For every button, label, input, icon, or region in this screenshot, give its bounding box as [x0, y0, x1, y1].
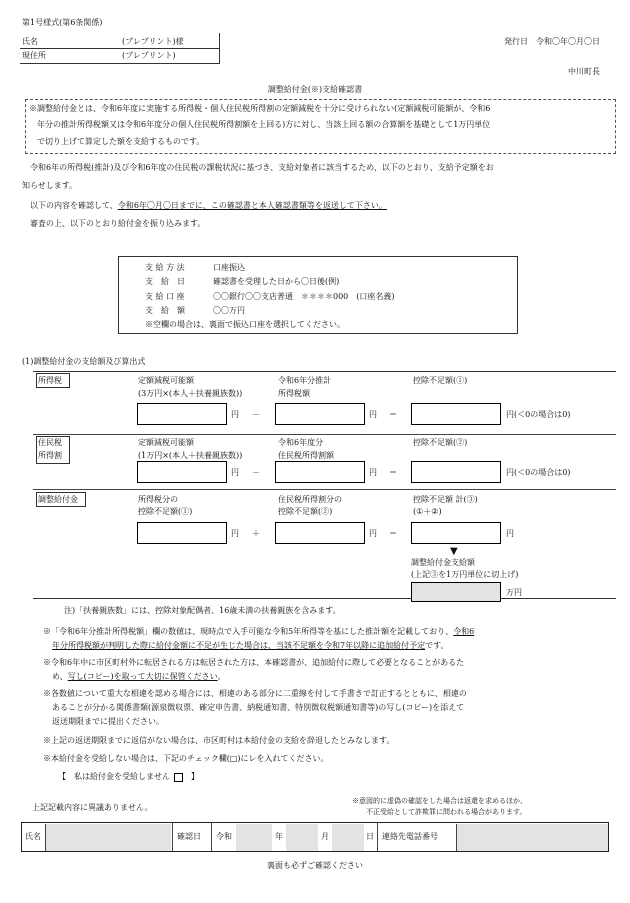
name-value: (プレプリント)様 — [122, 37, 184, 46]
plus-sign: ＋ — [252, 529, 260, 538]
adjustment-label: 調整給付金 — [38, 495, 78, 504]
payment-amount-label: 支 給 額 — [145, 306, 185, 315]
resident-tax-shortfall-note: 円(＜0の場合は0) — [506, 468, 571, 477]
page-title: 調整給付金(※)支給確認書 — [267, 85, 363, 94]
note-3-line-2: あることが分かる関係書類(源泉徴収票、確定申告書、納税通知書、特別徴収税額通知書等)の写し(コピー)を添えて — [52, 703, 465, 712]
adjustment-income-shortfall-input[interactable] — [137, 522, 227, 544]
resident-tax-col2-b: 住民税所得割額 — [278, 451, 334, 460]
payment-date-value: 確認書を受理した日から〇日後(例) — [213, 277, 340, 286]
note-5: ※本給付金を受給しない場合は、下記のチェック欄(□)にレを入れてください。 — [43, 754, 329, 763]
income-tax-col1-a: 定額減税可能額 — [138, 376, 194, 385]
intro-line-1: 令和6年の所得税(推計)及び令和6年度の住民税の課税状況に基づき、支給対象者に該当するため、以下のとおり、支給予定額をお — [22, 163, 494, 172]
month-label: 月 — [321, 832, 329, 841]
note-1-line-2: 年分所得税額が判明した際に給付金額に不足が生じた場合は、当該不足額を令和7年以降に追加給付予定です。 — [52, 641, 449, 650]
header-bottom-line — [20, 63, 220, 64]
income-tax-col1-b: (3万円×(本人＋扶養親族数)) — [138, 389, 243, 398]
payment-amount-value: 〇〇万円 — [213, 306, 245, 315]
adjustment-total-input[interactable] — [411, 522, 501, 544]
yen-unit: 円 — [231, 410, 239, 419]
resident-tax-col3: 控除不足額(②) — [413, 438, 468, 447]
calc-section-title: (1)調整給付金の支給額及び算出式 — [22, 357, 146, 366]
yen-unit: 円 — [231, 529, 239, 538]
payment-method-label: 支 給 方 法 — [145, 263, 185, 272]
address-value: (プレプリント) — [122, 51, 176, 60]
yen-unit: 円 — [369, 529, 377, 538]
header-divider — [20, 48, 220, 49]
notice-line-2: 年分の推計所得税額又は令和6年度分の個人住民税所得割額を上回る)方に対し、当該上回る額の合算額を基礎として1万円単位 — [29, 120, 491, 129]
payment-date-label: 支 給 日 — [145, 277, 185, 286]
confirm-date-era: 令和 — [211, 823, 232, 851]
issuer: 中川町長 — [568, 67, 600, 76]
adjustment-col1-a: 所得税分の — [138, 495, 178, 504]
minus-sign: － — [252, 468, 260, 477]
calc-divider-2 — [33, 489, 616, 490]
yen-unit: 円 — [369, 410, 377, 419]
adjustment-result-label-b: (上記③を1万円単位に切上げ) — [411, 570, 519, 579]
payment-method-value: 口座振込 — [213, 263, 245, 272]
decline-statement: 【 私は給付金を受給しません 】 — [58, 772, 199, 781]
confirm-date-label: 確認日 — [172, 823, 201, 851]
payment-account-label: 支 給 口 座 — [145, 292, 185, 301]
adjustment-payment-amount-input[interactable] — [411, 582, 501, 602]
equals-sign: ＝ — [389, 468, 397, 477]
issue-date: 発行日 令和〇年〇月〇日 — [504, 37, 600, 46]
intro-line-3: 以下の内容を確認して、令和6年〇月〇日までに、この確認書と本人確認書類等を返送して下さい。 — [22, 201, 387, 210]
adjustment-col3-a: 控除不足額 計(③) — [413, 495, 478, 504]
adjustment-col1-b: 控除不足額(①) — [138, 507, 193, 516]
income-tax-estimated-input[interactable] — [275, 403, 365, 425]
adjustment-col3-b: (①＋②) — [413, 507, 442, 516]
header-vline — [219, 33, 220, 64]
yen-unit: 円 — [231, 468, 239, 477]
minus-sign: － — [252, 410, 260, 419]
notice-line-3: で切り上げて算定した額を支給するものです。 — [29, 137, 205, 146]
resident-tax-col2-a: 令和6年度分 — [278, 438, 324, 447]
footer-note: 裏面も必ずご確認ください — [267, 861, 363, 870]
year-label: 年 — [275, 832, 283, 841]
intro-line-4: 審査の上、以下のとおり給付金を振り込みます。 — [22, 219, 206, 228]
address-label: 現住所 — [22, 51, 46, 60]
resident-tax-deduction-input[interactable] — [137, 461, 227, 483]
yen-unit: 円 — [506, 529, 514, 538]
decline-checkbox[interactable] — [174, 773, 183, 782]
warning-line-2: 不正受給として詐欺罪に問われる場合があります。 — [366, 808, 527, 816]
resident-tax-label-1: 住民税 — [38, 438, 62, 447]
income-tax-col2-a: 令和6年分推計 — [278, 376, 332, 385]
day-label: 日 — [366, 832, 374, 841]
phone-label: 連絡先電話番号 — [377, 823, 438, 851]
resident-tax-label-2: 所得割 — [38, 451, 62, 460]
signature-name-field[interactable] — [45, 824, 171, 851]
income-tax-shortfall-note: 円(＜0の場合は0) — [506, 410, 571, 419]
signature-name-label: 氏名 — [25, 832, 41, 841]
payment-note: ※空欄の場合は、裏面で振込口座を選択してください。 — [145, 320, 345, 329]
resident-tax-col1-a: 定額減税可能額 — [138, 438, 194, 447]
resident-tax-shortfall-input[interactable] — [411, 461, 501, 483]
note-2-line-1: ※令和6年中に市区町村外に転居される方は転居された方は、本確認書が、追加給付に際して必要となることがあるた — [43, 658, 465, 667]
warning-line-1: ※意図的に虚偽の確認をした場合は返還を求めるほか、 — [352, 797, 527, 805]
note-3-line-1: ※各数値について重大な相違を認める場合には、相違のある部分に二重線を付して手書きで訂正するとともに、相違の — [43, 689, 467, 698]
adjustment-col2-a: 住民税所得割分の — [278, 495, 342, 504]
resident-tax-col1-b: (1万円×(本人＋扶養親族数)) — [138, 451, 243, 460]
payment-account-value: 〇〇銀行〇〇支店普通 ＊＊＊＊000 (口座名義) — [213, 292, 395, 301]
man-yen-unit: 万円 — [506, 588, 522, 597]
note-2-line-2: め、写し(コピー)を取って大切に保管ください。 — [52, 672, 226, 681]
income-tax-col2-b: 所得税額 — [278, 389, 310, 398]
income-tax-deduction-input[interactable] — [137, 403, 227, 425]
down-arrow-icon: ▼ — [450, 546, 458, 557]
note-1-line-1: ※「令和6年分推計所得税額」欄の数値は、現時点で入手可能な令和5年所得等を基にした推計額を記載しており、令和6 — [43, 627, 475, 636]
phone-field[interactable] — [456, 824, 608, 851]
equals-sign: ＝ — [389, 410, 397, 419]
calc-divider-1 — [33, 434, 616, 435]
note-4: ※上記の返送期限までに返信がない場合は、市区町村は本給付金の支給を辞退したとみなします。 — [43, 736, 395, 745]
form-number: 第1号様式(第6条関係) — [22, 18, 103, 27]
confirm-month-field[interactable] — [286, 824, 318, 851]
note-3-line-3: 返送期限までに提出ください。 — [52, 717, 164, 726]
income-tax-label: 所得税 — [38, 376, 62, 385]
income-tax-shortfall-input[interactable] — [411, 403, 501, 425]
equals-sign: ＝ — [389, 529, 397, 538]
confirm-year-field[interactable] — [236, 824, 272, 851]
resident-tax-amount-input[interactable] — [275, 461, 365, 483]
yen-unit: 円 — [369, 468, 377, 477]
confirm-day-field[interactable] — [332, 824, 364, 851]
intro-line-2: 知らせします。 — [22, 181, 78, 190]
adjustment-result-label-a: 調整給付金支給額 — [411, 558, 475, 567]
notice-line-1: ※調整給付金とは、令和6年度に実施する所得税・個人住民税所得割の定額減税を十分に受けられない(定額減税可能額が、令和6 — [29, 104, 491, 113]
income-tax-col3: 控除不足額(①) — [413, 376, 468, 385]
confirm-statement: 上記記載内容に異議ありません。 — [32, 803, 153, 812]
adjustment-resident-shortfall-input[interactable] — [275, 522, 365, 544]
name-label: 氏名 — [22, 37, 38, 46]
calc-footnote: 注)「扶養親族数」には、控除対象配偶者、16歳未満の扶養親族を含みます。 — [64, 606, 341, 615]
adjustment-col2-b: 控除不足額(②) — [278, 507, 333, 516]
